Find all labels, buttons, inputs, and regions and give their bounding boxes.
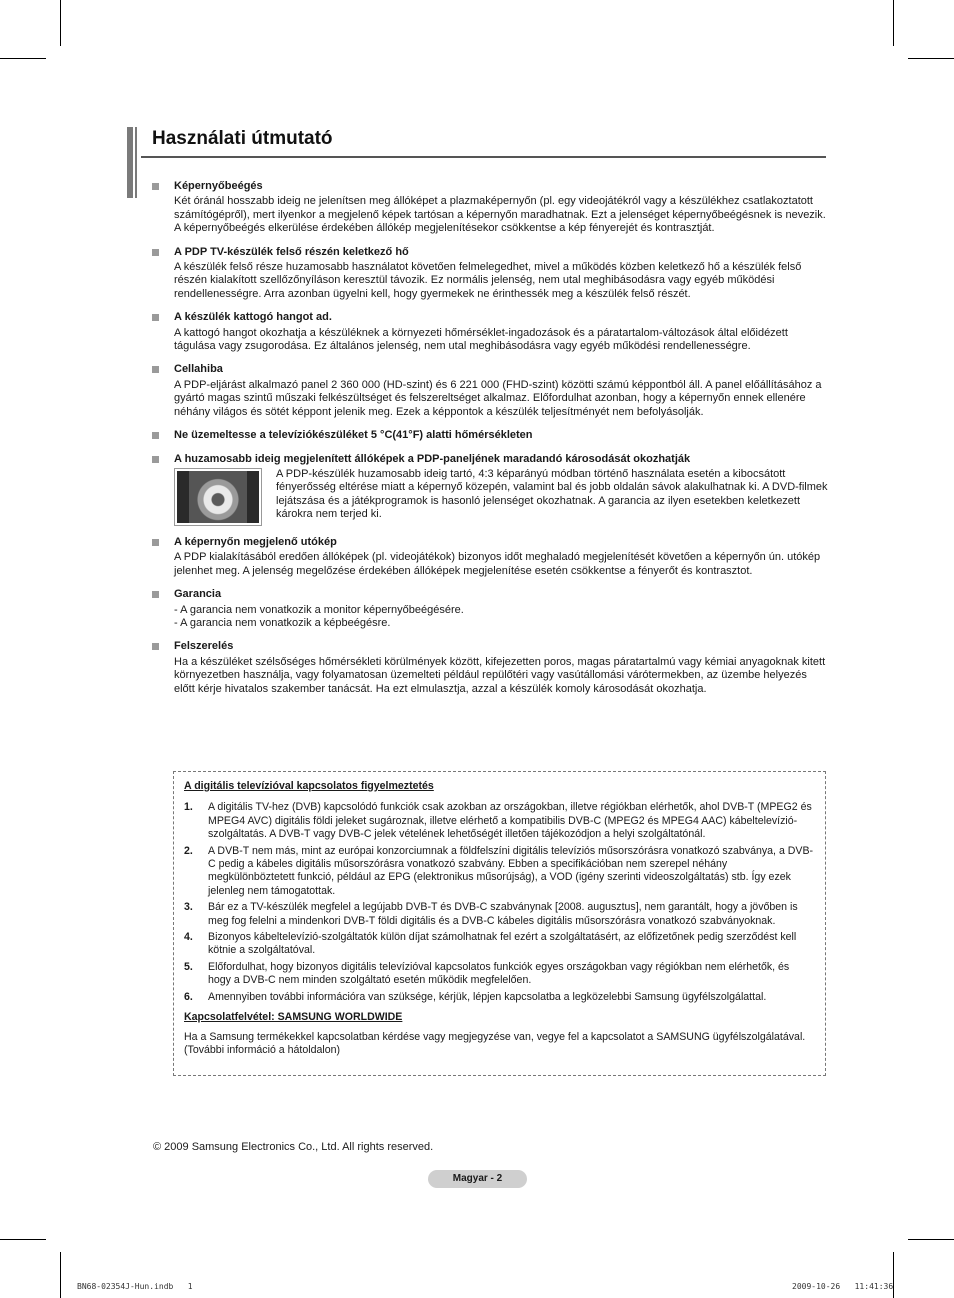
- header-rule: [141, 156, 826, 158]
- item-text: Amennyiben további információra van szüksége, kérjük, lépjen kapcsolatba a legközelebbi Samsung ügyfélszolgálattal.: [208, 990, 767, 1003]
- item-number: 6.: [184, 990, 193, 1003]
- square-bullet-icon: [152, 366, 159, 373]
- crop-mark: [60, 1252, 61, 1298]
- section-title: Cellahiba: [174, 363, 223, 376]
- section-text: A kattogó hangot okozhatja a készüléknek a környezeti hőmérséklet-ingadozások és a páratartalom-változások által előidézett tágulása vagy zsugorodása. Ez általános jelenség, nem utal meghibásodásra vagy egyéb működési rendellenességre.: [174, 326, 788, 353]
- page-number-badge: Magyar - 2: [428, 1170, 527, 1188]
- section-heat: [152, 246, 828, 302]
- section-text: - A garancia nem vonatkozik a monitor képernyőbeégésére.: [174, 603, 464, 616]
- section-text: A készülék felső része huzamosabb használatot követően felmelegedhet, mivel a működés közben keletkező hő a készülék felső részén kialakított szellőzőnyíláson keresztül távozik. Ez normális jelenség, nem utal meghibásodásra vagy egyéb működési rendellenességre. Arra azonban ügyelni kell, hogy gyermekek ne érinthessék meg a készülék felső részét.: [174, 261, 802, 300]
- dvb-item: [184, 931, 815, 958]
- item-text: Előfordulhat, hogy bizonyos digitális televízióval kapcsolatos funkciók egyes országokban vagy régiókban nem elérhetők, és hogy a DVB-C nem minden szolgáltató esetén működik megfelelően.: [208, 960, 790, 987]
- side-bar: [177, 471, 189, 523]
- tv-screen: [177, 471, 259, 523]
- item-number: 1.: [184, 801, 193, 814]
- item-text: A DVB-T nem más, mint az európai konzorciumnak a földfelszíni digitális televíziós műsorszórásra vonatkozó szabványa, a DVB-C pedig a kábeles digitális műsorszórásra vonatkozó szabvány. Ebben a specifikációban nem szerepel néhány megkülönböztetett funkció, például az EPG (elektronikus műsorújság), a VOD (igény szerinti videoszolgáltatás) stb. Így ezek jelenleg nem támogatottak.: [208, 844, 814, 897]
- page-title: Használati útmutató: [152, 128, 333, 149]
- section-text: A PDP kialakításából eredően állóképek (pl. videojátékok) bizonyos időt meghaladó megjelenítését követően a képernyőn ún. utókép jelenhet meg. A jelenség megelőzése érdekében állóképek megjelenítése esetén csökkentse a fényerőt és kontrasztot.: [174, 551, 821, 577]
- section-title: A képernyőn megjelenő utókép: [174, 535, 337, 548]
- square-bullet-icon: [152, 539, 159, 546]
- item-text: Bizonyos kábeltelevízió-szolgáltatók külön díjat számolhatnak fel ezért a szolgáltatásért, az előfizetőnek pedig szerződést kell kötnie a szolgáltatóval.: [208, 931, 797, 957]
- section-temperature: [152, 429, 828, 442]
- crop-mark: [0, 1239, 46, 1240]
- main-content: [152, 180, 828, 706]
- crop-mark: [908, 1239, 954, 1240]
- section-text: - A garancia nem vonatkozik a képbeégésre.: [174, 616, 391, 629]
- item-number: 4.: [184, 931, 193, 944]
- section-title: Felszerelés: [174, 640, 234, 653]
- section-title: Garancia: [174, 588, 222, 601]
- print-file-info: BN68-02354J-Hun.indb 1: [77, 1282, 193, 1291]
- crop-mark: [893, 1252, 894, 1298]
- section-text: A PDP-eljárást alkalmazó panel 2 360 000 (HD-szint) és 6 221 000 (FHD-szint) közötti számú képpontból áll. A panel előállításához a gyártó magas szintű műszaki felkészültséget és felszereltséget alkalmaz. Előfordulhat azonban, hogy a képernyőn ennek ellenére néhány világos és sötét képpont jelenik meg. Ezek a képpontok a készülék teljesítményét nem befolyásolják.: [174, 378, 822, 418]
- contact-text: Ha a Samsung termékekkel kapcsolatban kérdése vagy megjegyzése van, vegye fel a kapcsolatot a SAMSUNG ügyfélszolgálatával. (További információ a hátoldalon): [184, 1030, 806, 1056]
- section-warranty: [152, 588, 828, 630]
- dvb-notice-box: [173, 771, 826, 1076]
- dvb-heading: A digitális televízióval kapcsolatos figyelmeztetés: [184, 780, 434, 792]
- section-afterimage: [152, 536, 828, 578]
- square-bullet-icon: [152, 249, 159, 256]
- square-bullet-icon: [152, 643, 159, 650]
- dvb-item: [184, 801, 815, 841]
- item-text: A digitális TV-hez (DVB) kapcsolódó funkciók csak azokban az országokban, illetve régiókban elérhetők, ahol DVB-T (MPEG2 és MPEG4 AVC) digitális földi jeleket sugároznak, illetve elérhető a kompatibilis DVB-C (MPEG2 és MPEG4 AAC) kábeltelevízió-szolgáltatás. A DVB-T vagy DVB-C jelek vételének lehetőségét illetően tájékozódjon a helyi szolgáltatónál.: [208, 801, 812, 841]
- contact-title: Kapcsolatfelvétel: SAMSUNG WORLDWIDE: [184, 1011, 403, 1024]
- dvb-item: [184, 991, 815, 1004]
- flower-image: [189, 471, 247, 523]
- tv-illustration: [174, 468, 262, 526]
- section-text: Két óránál hosszabb ideig ne jelenítsen meg állóképet a plazmaképernyőn (pl. egy videojátékról vagy a készülékhez csatlakoztatott számítógépről), mert ilyenkor a megjelenő képek tartósan a képernyőn maradhatnak. Ezt a jelenséget képernyőbeégésnek is nevezik. A képernyőbeégés elkerülése érdekében állókép megjelenítésekor csökkentse a kép fényerejét és kontrasztját.: [174, 195, 826, 235]
- side-bar: [247, 471, 259, 523]
- section-text: A PDP-készülék huzamosabb ideig tartó, 4:3 képarányú módban történő használata esetén a kibocsátott fényerősség eltérése miatt a képernyő közepén, valamint bal és jobb oldalán sávok alakulhatnak ki. A DVD-filmek lejátszása és a játékprogramok is hasonló jelenséget okozhatnak. A garancia az ilyen esetekben keletkezett károkra nem terjed ki.: [276, 467, 828, 521]
- dvb-item: [184, 961, 815, 988]
- copyright-text: © 2009 Samsung Electronics Co., Ltd. All rights reserved.: [153, 1141, 434, 1153]
- item-text: Bár ez a TV-készülék megfelel a legújabb DVB-T és DVB-C szabványnak [2008. augusztus], nem garantált, hogy a jövőben is meg fog felelni a mindenkori DVB-T földi digitális és a DVB-C kábeles digitális műsorszórásra vonatkozó szabványoknak.: [208, 901, 798, 927]
- square-bullet-icon: [152, 314, 159, 321]
- crop-mark: [60, 0, 61, 46]
- item-number: 2.: [184, 844, 193, 857]
- dvb-item: [184, 901, 815, 928]
- section-cell-defect: [152, 363, 828, 419]
- section-screen-burn: [152, 180, 828, 236]
- print-datetime: 2009-10-26 11:41:36: [792, 1282, 894, 1291]
- section-title: A készülék kattogó hangot ad.: [174, 311, 332, 324]
- section-title: A huzamosabb ideig megjelenített állóképek a PDP-paneljének maradandó károsodását okozhatják: [174, 452, 691, 465]
- header-bar: [135, 127, 137, 198]
- item-number: 5.: [184, 960, 193, 973]
- crop-mark: [893, 0, 894, 46]
- square-bullet-icon: [152, 432, 159, 439]
- section-text: Ha a készüléket szélsőséges hőmérsékleti körülmények között, kifejezetten poros, magas páratartalmú vagy kémiai anyagoknak kitett környezetben használja, vagy folyamatosan üzemelteti például repülőtéri vagy vasútállomási várótermekben, az üzembe helyezés előtt kérje hivatalos szakember tanácsát. Ha ezt elmulasztja, azzal a készülék komoly károsodását okozhatja.: [174, 655, 826, 695]
- crop-mark: [0, 58, 46, 59]
- section-installation: [152, 640, 828, 696]
- section-still-images: [152, 453, 828, 526]
- section-title: Ne üzemeltesse a televíziókészüléket 5 °C(41°F) alatti hőmérsékleten: [174, 429, 533, 442]
- square-bullet-icon: [152, 591, 159, 598]
- item-number: 3.: [184, 901, 193, 914]
- square-bullet-icon: [152, 183, 159, 190]
- section-clicking-sound: [152, 311, 828, 353]
- crop-mark: [908, 58, 954, 59]
- dvb-item: [184, 845, 815, 899]
- header-bar: [127, 127, 133, 198]
- square-bullet-icon: [152, 456, 159, 463]
- section-title: A PDP TV-készülék felső részén keletkező hő: [174, 245, 409, 258]
- section-title: Képernyőbeégés: [174, 180, 263, 192]
